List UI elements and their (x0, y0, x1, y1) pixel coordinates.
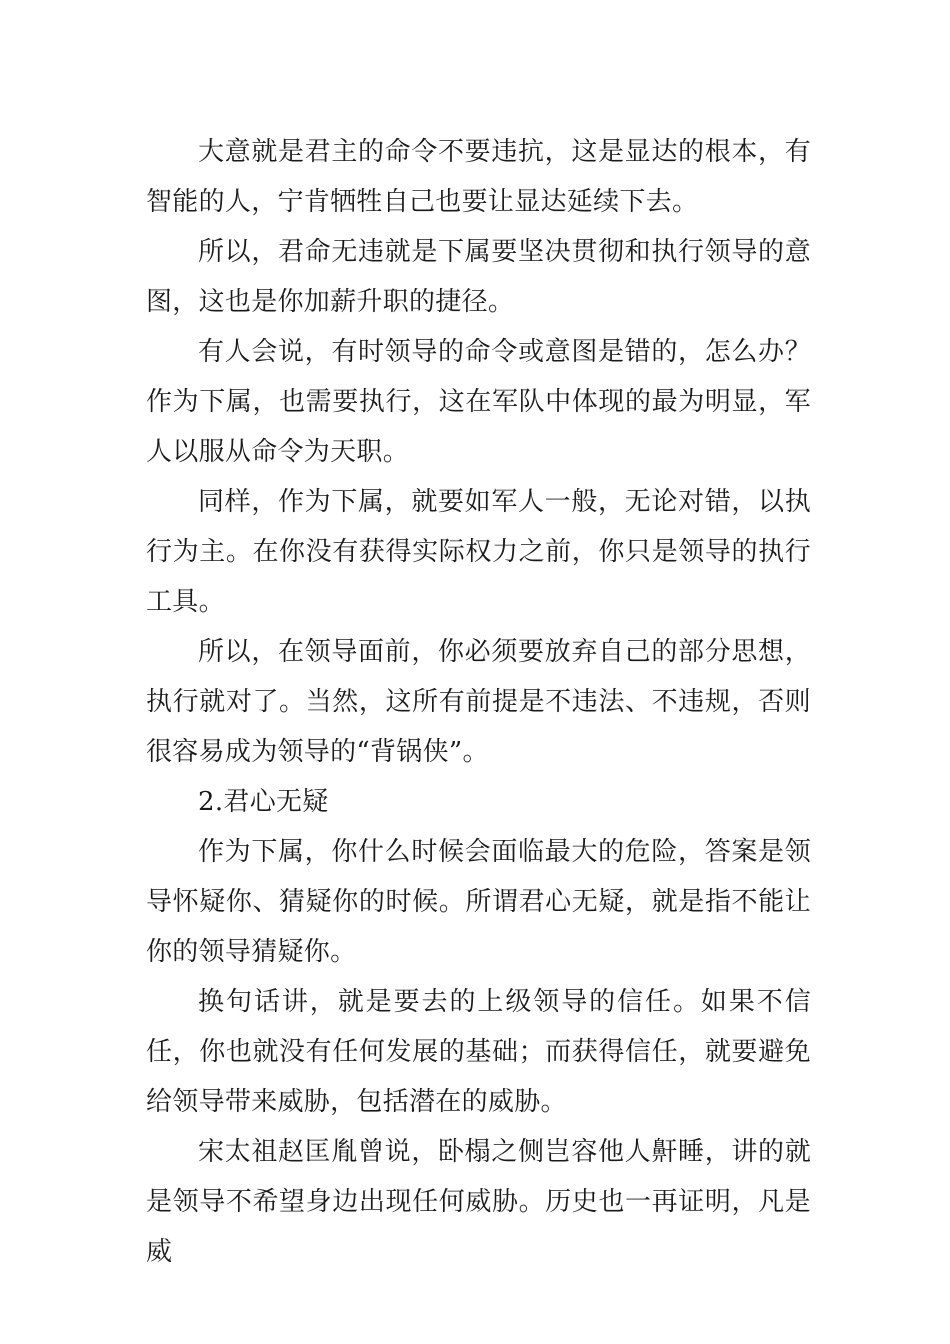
paragraph-1: 大意就是君主的命令不要违抗，这是显达的根本，有智能的人，宁肯牺牲自己也要让显达延续下去。 (146, 137, 811, 217)
paragraph-4: 同样，作为下属，就要如军人一般，无论对错，以执行为主。在你没有获得实际权力之前，你只是领导的执行工具。 (146, 487, 811, 617)
document-body (146, 127, 811, 1277)
paragraph-5: 所以，在领导面前，你必须要放弃自己的部分思想，执行就对了。当然，这所有前提是不违法、不违规，否则很容易成为领导的“背锅侠”。 (146, 637, 811, 767)
paragraph-6: 作为下属，你什么时候会面临最大的危险，答案是领导怀疑你、猜疑你的时候。所谓君心无疑，就是指不能让你的领导猜疑你。 (146, 837, 811, 967)
paragraph-8: 宋太祖赵匡胤曾说，卧榻之侧岂容他人鼾睡，讲的就是领导不希望身边出现任何威胁。历史也一再证明，凡是威 (146, 1137, 811, 1267)
paragraph-7: 换句话讲，就是要去的上级领导的信任。如果不信任，你也就没有任何发展的基础；而获得信任，就要避免给领导带来威胁，包括潜在的威胁。 (146, 987, 811, 1117)
paragraph-3: 有人会说，有时领导的命令或意图是错的，怎么办？作为下属，也需要执行，这在军队中体现的最为明显，军人以服从命令为天职。 (146, 337, 811, 467)
paragraph-2: 所以，君命无违就是下属要坚决贯彻和执行领导的意图，这也是你加薪升职的捷径。 (146, 237, 811, 317)
section-heading: 2.君心无疑 (198, 787, 329, 817)
